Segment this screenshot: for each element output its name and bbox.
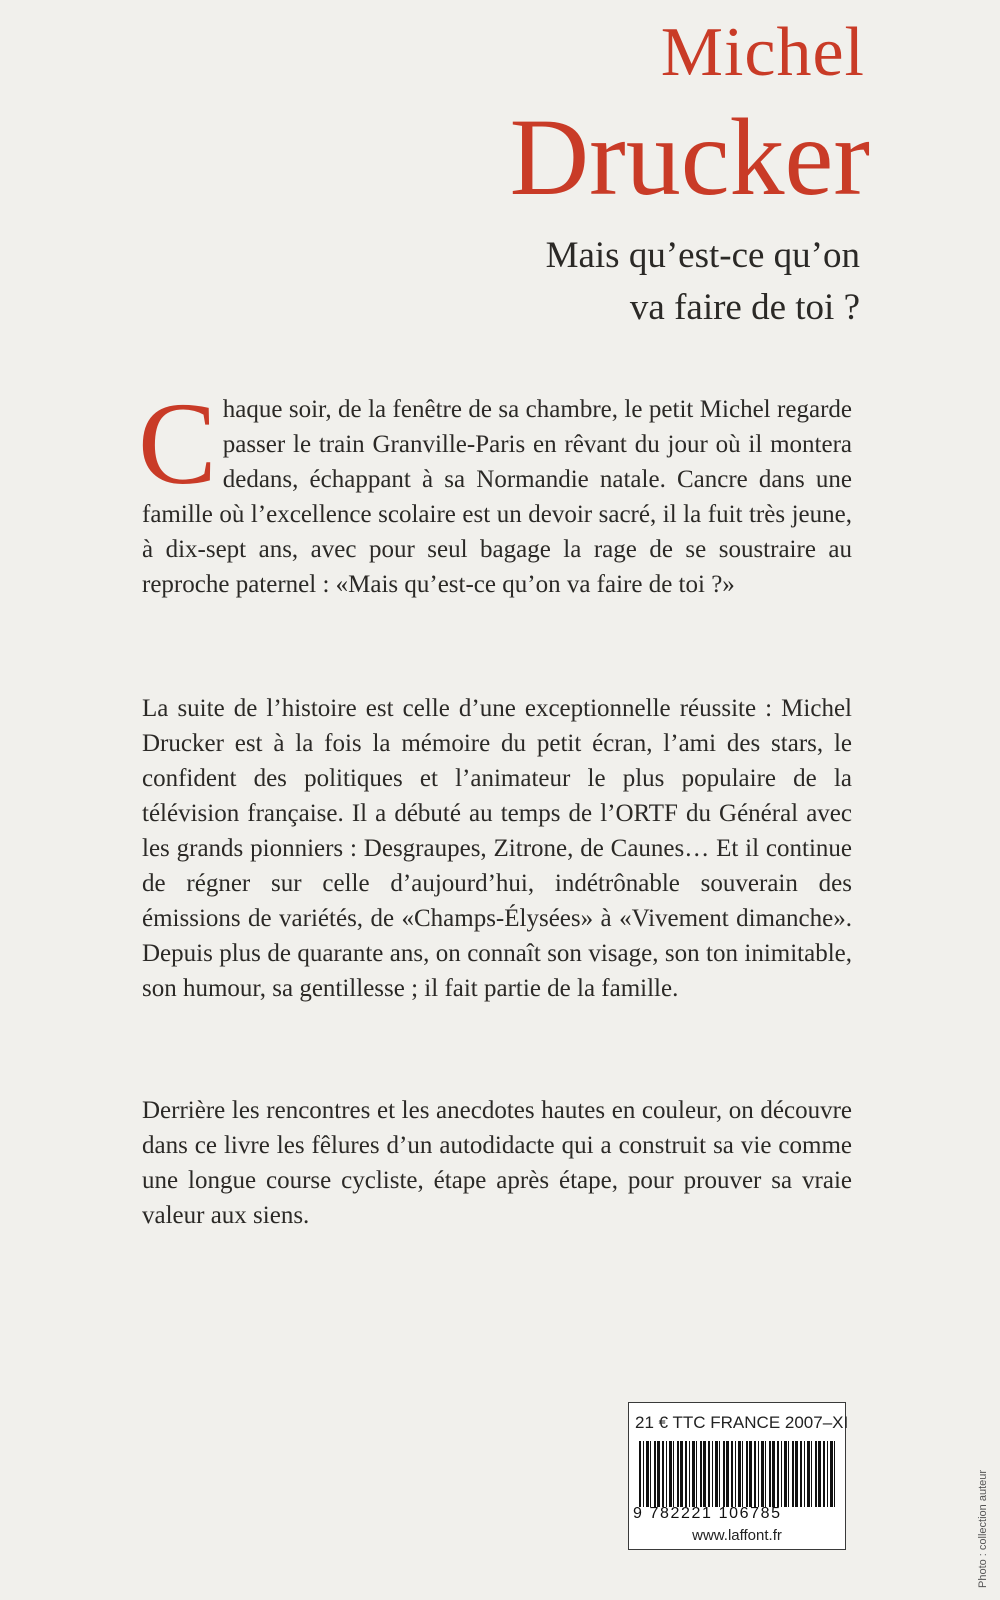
blurb-paragraph-3: Derrière les rencontres et les anecdotes hautes en couleur, on découvre dans ce livre les fêlures d’un autodidacte qui a construit sa vie comme une longue course cycliste, étape après étape, pour prouver sa vraie valeur aux siens. [142,1097,852,1229]
price-label: 21 € TTC FRANCE 2007–XI [635,1413,849,1432]
book-title-line-1: Mais qu’est-ce qu’on [545,235,860,276]
blurb-paragraph-1-text: haque soir, de la fenêtre de sa chambre, le petit Michel regarde passer le train Granville-Paris en rêvant du jour où il montera dedans, échappant à sa Normandie natale. Cancre dans une famille où l’excellence scolaire est un devoir sacré, il la fuit très jeune, à dix-sept ans, avec pour seul bagage la rage de se soustraire au reproche paternel : «Mais qu’est-ce qu’on va faire de toi ?» [142,396,852,598]
publisher-website: www.laffont.fr [692,1527,782,1544]
isbn-number: 9 782221 106785 [633,1505,782,1522]
drop-cap: C [138,378,217,509]
blurb-paragraph-1 [138,378,852,602]
barcode-box [628,1402,849,1550]
photo-credit: Photo : collection auteur [977,1469,989,1588]
book-title-line-2: va faire de toi ? [629,287,860,328]
author-first-name: Michel [660,14,865,91]
barcode-bars [639,1441,837,1507]
book-title [546,230,860,334]
blurb-paragraph-2: La suite de l’histoire est celle d’une exceptionnelle réussite : Michel Drucker est à la fois la mémoire du petit écran, l’ami des stars, le confident des politiques et l’animateur le plus populaire de la télévision française. Il a débuté au temps de l’ORTF du Général avec les grands pionniers : Desgraupes, Zitrone, de Caunes… Et il continue de régner sur celle d’aujourd’hui, indétrônable souverain des émissions de variétés, de «Champs-Élysées» à «Vivement dimanche». Depuis plus de quarante ans, on connaît son visage, son ton inimitable, son humour, sa gentillesse ; il fait partie de la famille. [142,695,852,1002]
author-last-name: Drucker [509,96,870,218]
